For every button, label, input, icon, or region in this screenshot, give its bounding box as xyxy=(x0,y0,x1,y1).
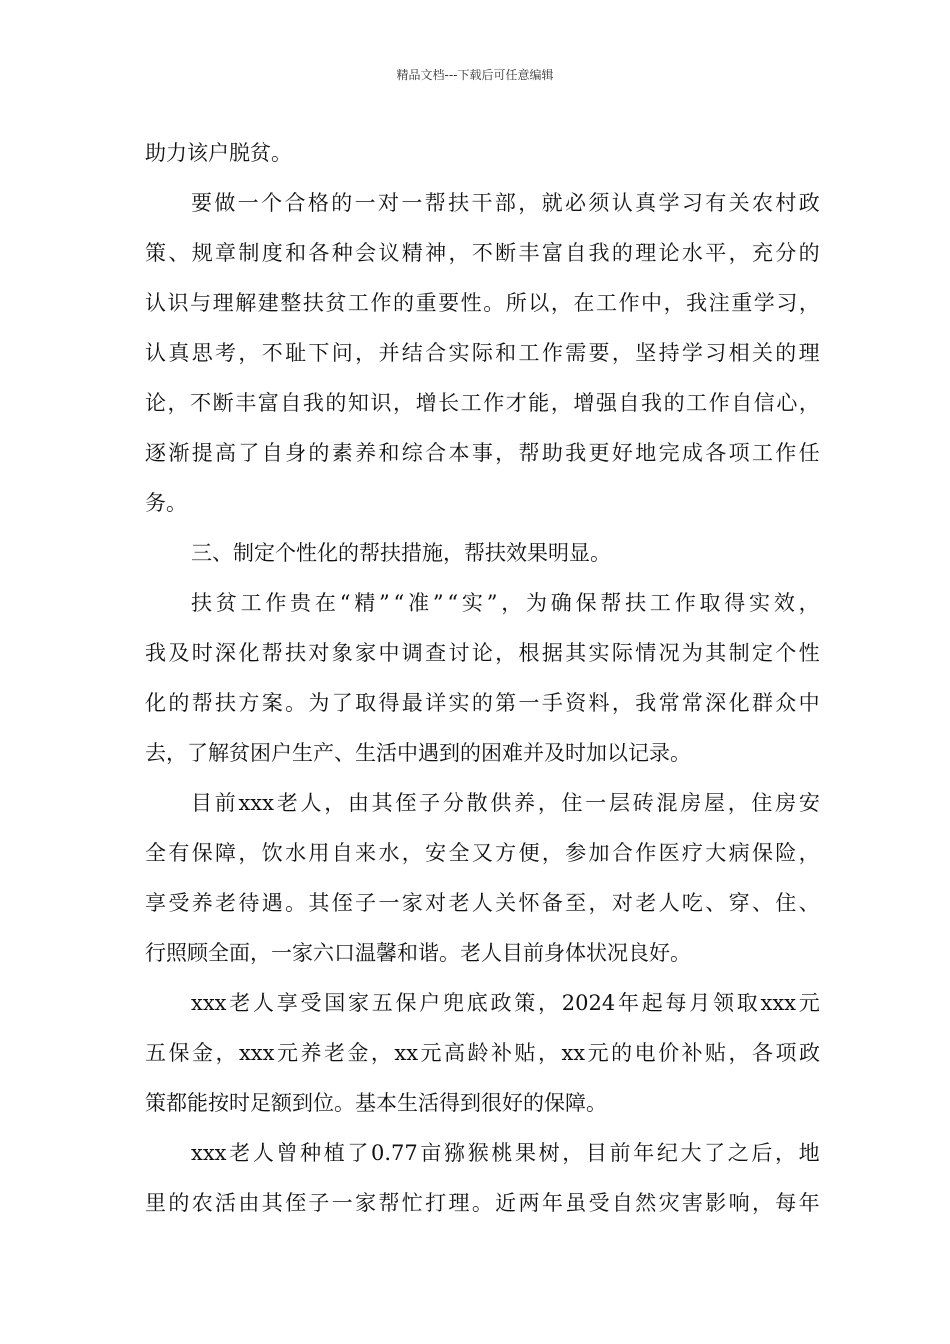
text-line: xxx 老 人 曾 种 植 了 0.77 亩 猕 猴 桃 果 树 ， 目 前 年 纪 大 了 之 后 ， 地 xyxy=(191,1141,820,1165)
text-line: 助力该户脱贫。 xyxy=(145,141,292,165)
text-line: 享 受 养 老 待 遇 。 其 侄 子 一 家 对 老 人 关 怀 备 至 ， 对 老 人 吃 、 穿 、 住 、 xyxy=(145,891,820,915)
text-line: 全 有 保 障 ， 饮 水 用 自 来 水 ， 安 全 又 方 便 ， 参 加 合 作 医 疗 大 病 保 险 ， xyxy=(145,841,820,865)
text-line: 里 的 农 活 由 其 侄 子 一 家 帮 忙 打 理 。 近 两 年 虽 受 自 然 灾 害 影 响 ， 每 年 xyxy=(145,1191,820,1215)
text-line: 五 保 金 ， xxx 元 养 老 金 ， xx 元 高 龄 补 贴 ， xx 元 的 电 价 补 贴 ， 各 项 政 xyxy=(145,1041,820,1065)
text-line: 策 、 规 章 制 度 和 各 种 会 议 精 神 ， 不 断 丰 富 自 我 的 理 论 水 平 ， 充 分 的 xyxy=(145,241,820,265)
text-line: 务。 xyxy=(145,491,187,515)
text-line: 逐 渐 提 高 了 自 身 的 素 养 和 综 合 本 事 ， 帮 助 我 更 好 地 完 成 各 项 工 作 任 xyxy=(145,441,820,465)
text-line: 我 及 时 深 化 帮 扶 对 象 家 中 调 查 讨 论 ， 根 据 其 实 际 情 况 为 其 制 定 个 性 xyxy=(145,641,820,665)
text-line: 化 的 帮 扶 方 案 。 为 了 取 得 最 详 实 的 第 一 手 资 料 ， 我 常 常 深 化 群 众 中 xyxy=(145,691,820,715)
text-line: xxx 老 人 享 受 国 家 五 保 户 兜 底 政 策 ， 2024 年 起 每 月 领 取 xxx 元 xyxy=(191,991,820,1015)
text-line: 去，了解贫困户生产、生活中遇到的困难并及时加以记录。 xyxy=(145,741,691,765)
text-line: 目 前 xxx 老 人 ， 由 其 侄 子 分 散 供 养 ， 住 一 层 砖 混 房 屋 ， 住 房 安 xyxy=(191,791,820,815)
text-line: 扶 贫 工 作 贵 在 “ 精 ” “ 准 ” “ 实 ” ， 为 确 保 帮 扶 工 作 取 得 实 效 ， xyxy=(191,591,820,615)
section-heading: 三、制定个性化的帮扶措施，帮扶效果明显。 xyxy=(191,541,611,565)
text-line: 策都能按时足额到位。基本生活得到很好的保障。 xyxy=(145,1091,607,1115)
text-line: 行照顾全面，一家六口温馨和谐。老人目前身体状况良好。 xyxy=(145,941,691,965)
page-header: 精品文档---下载后可任意编辑 xyxy=(396,68,554,82)
text-line: 认 真 思 考 ， 不 耻 下 问 ， 并 结 合 实 际 和 工 作 需 要 ， 坚 持 学 习 相 关 的 理 xyxy=(145,341,820,365)
text-line: 要 做 一 个 合 格 的 一 对 一 帮 扶 干 部 ， 就 必 须 认 真 学 习 有 关 农 村 政 xyxy=(191,191,820,215)
text-line: 认 识 与 理 解 建 整 扶 贫 工 作 的 重 要 性 。 所 以 ， 在 工 作 中 ， 我 注 重 学 习 ， xyxy=(145,291,820,315)
text-line: 论 ， 不 断 丰 富 自 我 的 知 识 ， 增 长 工 作 才 能 ， 增 强 自 我 的 工 作 自 信 心 ， xyxy=(145,391,820,415)
document-body xyxy=(145,128,820,1228)
